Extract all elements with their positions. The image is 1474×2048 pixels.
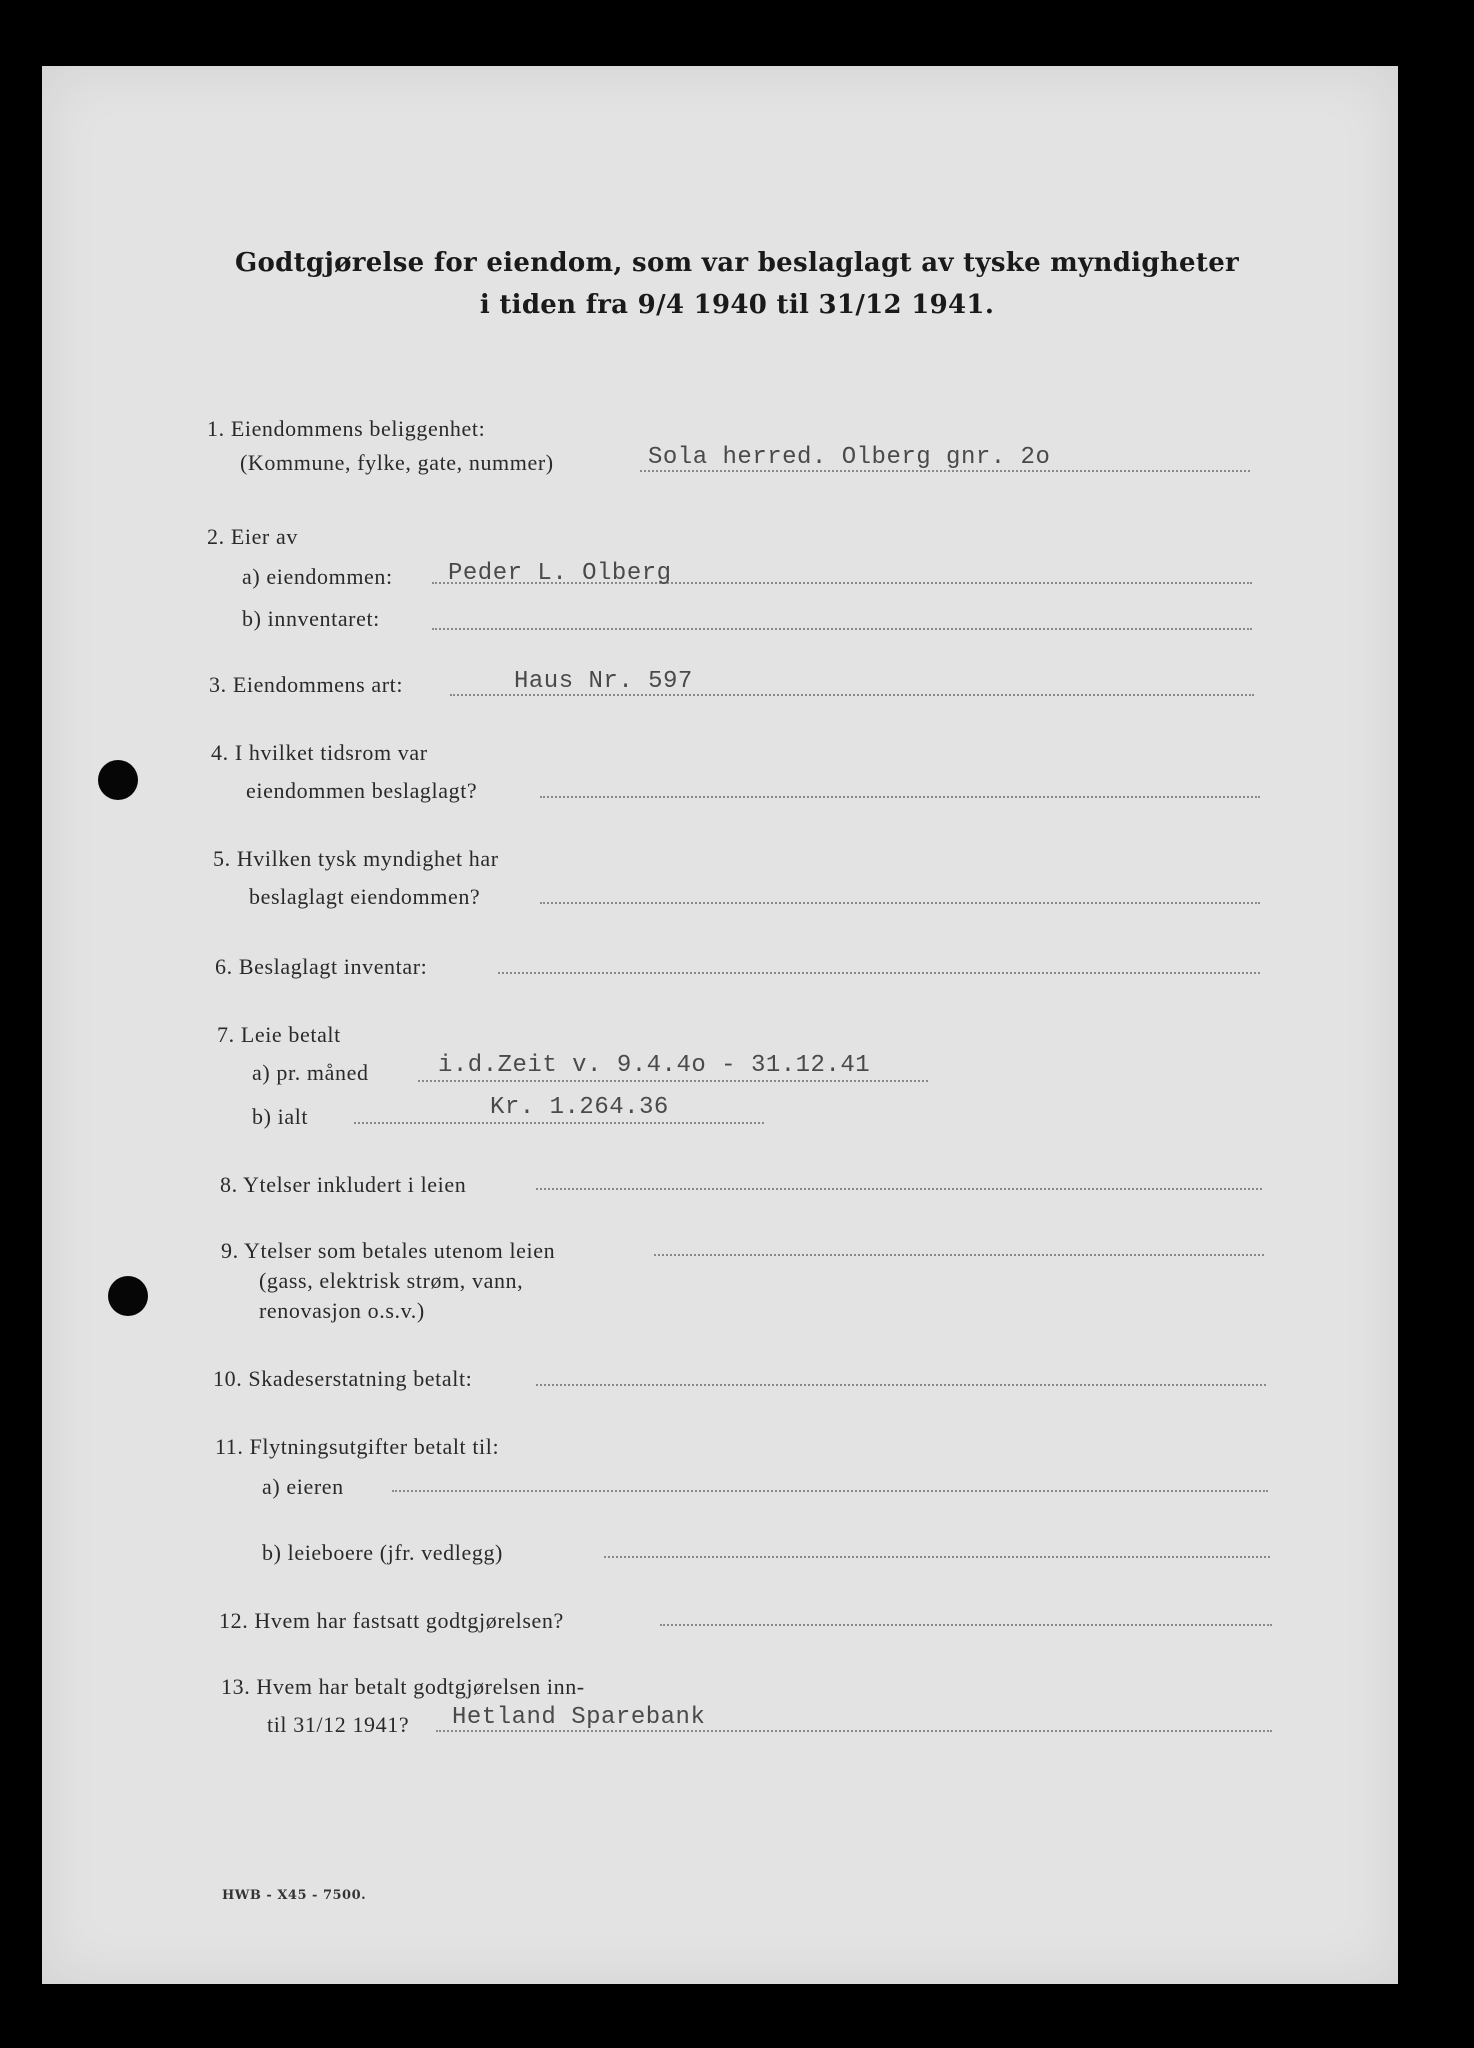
q4-label: 4. I hvilket tidsrom var (211, 740, 428, 765)
q1-label: 1. Eiendommens beliggenhet: (207, 416, 486, 441)
q11b-answer-line (604, 1556, 1270, 1558)
q5-label: 5. Hvilken tysk myndighet har (213, 846, 499, 871)
q8-label: 8. Ytelser inkludert i leien (220, 1172, 467, 1197)
q2b-answer-line (432, 628, 1252, 630)
q7-label: 7. Leie betalt (217, 1022, 341, 1047)
q13-label: 13. Hvem har betalt godtgjørelsen inn- (221, 1674, 585, 1699)
q9-answer-line (654, 1254, 1264, 1256)
q6-answer-line (498, 972, 1260, 974)
q3-answer: Haus Nr. 597 (514, 668, 693, 695)
q11-label: 11. Flytningsutgifter betalt til: (215, 1434, 500, 1459)
q8-answer-line (536, 1188, 1262, 1190)
q9-label: 9. Ytelser som betales utenom leien (221, 1238, 556, 1263)
q11a-label: a) eieren (262, 1474, 344, 1499)
q7b-answer-line (354, 1122, 764, 1124)
q7b-label: b) ialt (252, 1104, 309, 1129)
q1-answer: Sola herred. Olberg gnr. 2o (648, 444, 1051, 471)
q2b-label: b) innventaret: (242, 606, 380, 631)
q5-sublabel: beslaglagt eiendommen? (249, 884, 481, 909)
q4-sublabel: eiendommen beslaglagt? (246, 778, 478, 803)
q3-label: 3. Eiendommens art: (209, 672, 404, 697)
q4-answer-line (540, 796, 1260, 798)
q12-answer-line (660, 1624, 1272, 1626)
q9-sublabel-2: renovasjon o.s.v.) (259, 1298, 425, 1323)
form-title-line-2: i tiden fra 9/4 1940 til 31/12 1941. (479, 290, 995, 320)
q2a-answer: Peder L. Olberg (448, 560, 672, 587)
q6-label: 6. Beslaglagt inventar: (215, 954, 428, 979)
q11b-label: b) leieboere (jfr. vedlegg) (262, 1540, 503, 1565)
form-title-line-1: Godtgjørelse for eiendom, som var beslaglagt av tyske myndigheter (234, 248, 1240, 278)
q2a-label: a) eiendommen: (242, 564, 393, 589)
q13-sublabel: til 31/12 1941? (267, 1712, 410, 1737)
q7a-label: a) pr. måned (252, 1060, 369, 1085)
q12-label: 12. Hvem har fastsatt godtgjørelsen? (219, 1608, 564, 1633)
q9-sublabel-1: (gass, elektrisk strøm, vann, (259, 1268, 524, 1293)
q10-answer-line (536, 1384, 1266, 1386)
q1-sublabel: (Kommune, fylke, gate, nummer) (240, 450, 554, 475)
q2-label: 2. Eier av (207, 524, 298, 549)
punch-hole-bottom (108, 1276, 148, 1316)
q13-answer: Hetland Sparebank (452, 1704, 706, 1731)
q5-answer-line (540, 902, 1260, 904)
punch-hole-top (98, 760, 138, 800)
q11a-answer-line (392, 1490, 1268, 1492)
q10-label: 10. Skadeserstatning betalt: (213, 1366, 473, 1391)
q7b-answer: Kr. 1.264.36 (490, 1094, 669, 1121)
q7a-answer-line (418, 1080, 928, 1082)
print-code: HWB - X45 - 7500. (222, 1888, 367, 1903)
q7a-answer: i.d.Zeit v. 9.4.4o - 31.12.41 (438, 1052, 871, 1079)
